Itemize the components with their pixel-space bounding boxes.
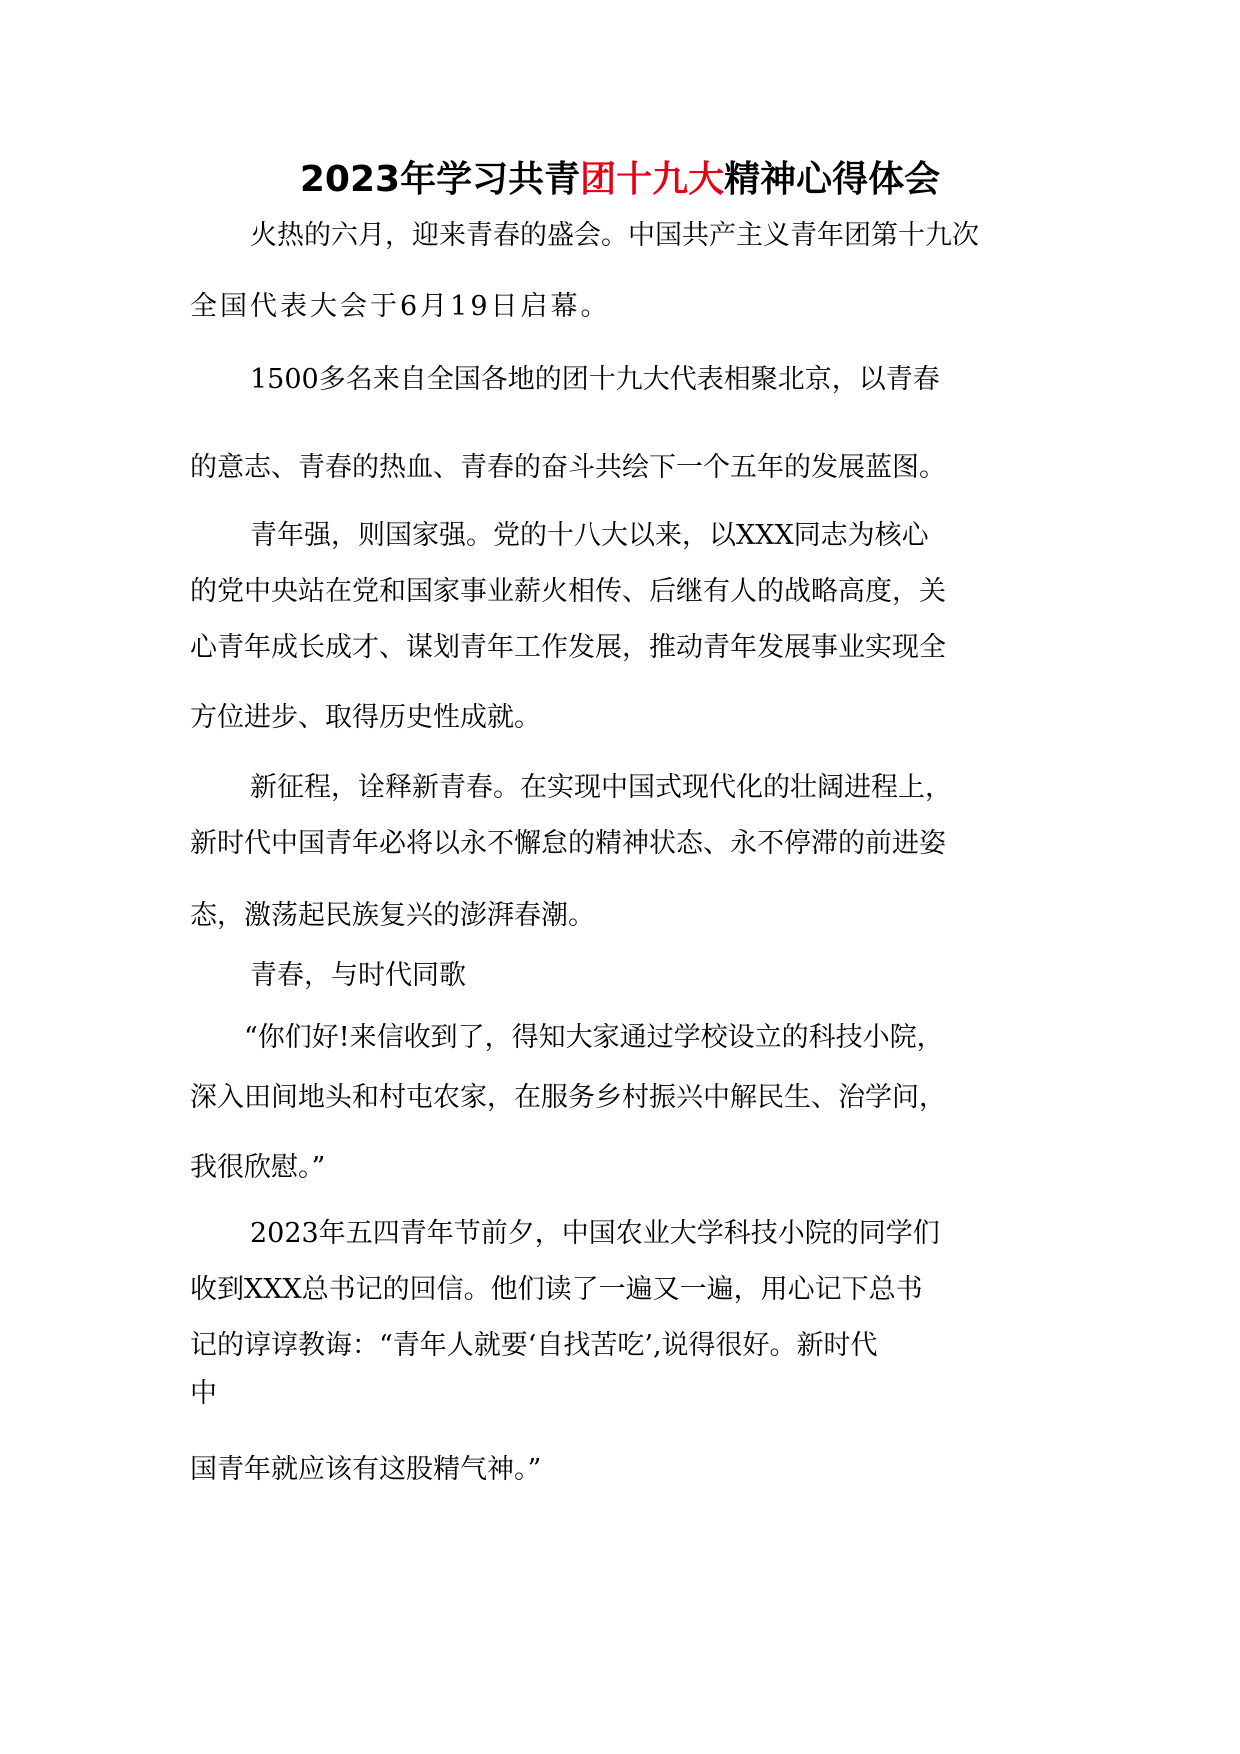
paragraph-line: 方位进步、取得历史性成就。 (190, 702, 541, 733)
paragraph-line: 的党中央站在党和国家事业薪火相传、后继有人的战略高度，关 (190, 576, 946, 607)
title-suffix: 精神心得体会 (724, 159, 941, 200)
paragraph-line: 中 (190, 1378, 217, 1409)
paragraph-line: 记的谆谆教诲：“青年人就要‘自找苦吃’,说得很好。新时代 (190, 1330, 878, 1361)
paragraph-line: 的意志、青春的热血、青春的奋斗共绘下一个五年的发展蓝图。 (190, 452, 946, 483)
paragraph-line: 我很欣慰。” (190, 1152, 326, 1183)
paragraph-line: “你们好!来信收到了，得知大家通过学校设立的科技小院， (244, 1022, 944, 1053)
paragraph-line: 新时代中国青年必将以永不懈怠的精神状态、永不停滞的前进姿 (190, 828, 946, 859)
paragraph-line: 深入田间地头和村屯农家，在服务乡村振兴中解民生、治学问， (190, 1082, 946, 1113)
paragraph-line: 心青年成长成才、谋划青年工作发展，推动青年发展事业实现全 (190, 632, 946, 663)
paragraph-line: 态，激荡起民族复兴的澎湃春潮。 (190, 900, 595, 931)
paragraph-line: 国青年就应该有这股精气神。” (190, 1454, 542, 1485)
title-prefix: 2023年学习共青 (299, 159, 581, 200)
paragraph-line: 全国代表大会于6月19日启幕。 (190, 291, 611, 322)
paragraph-line: 收到XXX总书记的回信。他们读了一遍又一遍，用心记下总书 (190, 1274, 923, 1305)
title-highlight: 团十九大 (580, 159, 725, 200)
paragraph-line: 火热的六月，迎来青春的盛会。中国共产主义青年团第十九次 (250, 220, 979, 251)
paragraph-line: 1500多名来自全国各地的团十九大代表相聚北京，以青春 (250, 364, 940, 395)
paragraph-line: 青年强，则国家强。党的十八大以来，以XXX同志为核心 (250, 520, 929, 551)
document-title (0, 156, 1240, 204)
section-heading: 青春，与时代同歌 (250, 960, 466, 991)
paragraph-line: 2023年五四青年节前夕，中国农业大学科技小院的同学们 (250, 1218, 940, 1249)
paragraph-line: 新征程，诠释新青春。在实现中国式现代化的壮阔进程上， (250, 772, 952, 803)
